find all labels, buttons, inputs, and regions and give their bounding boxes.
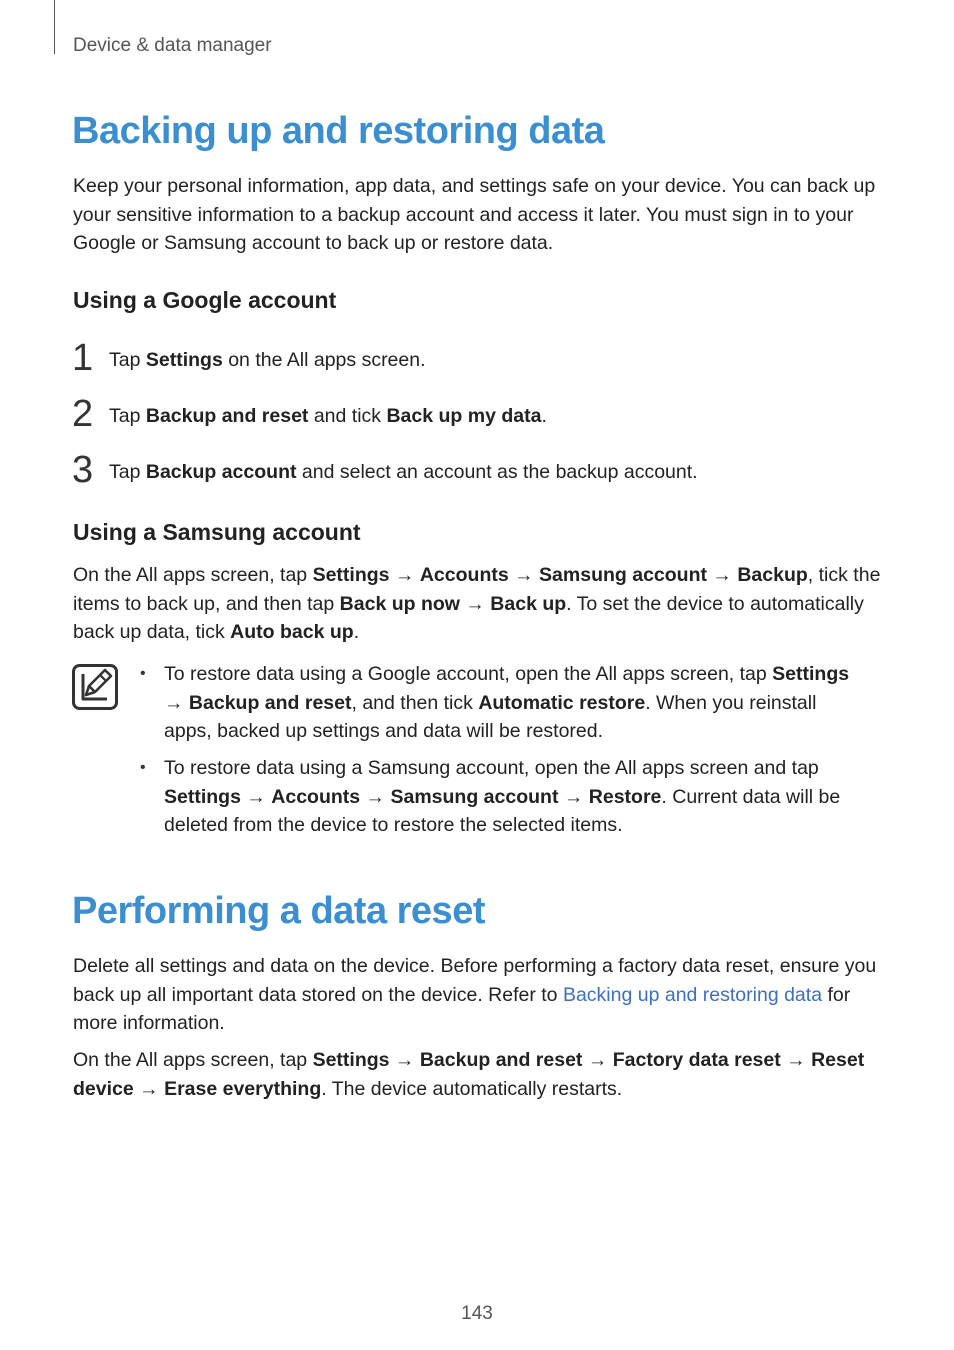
backup-intro-paragraph: Keep your personal information, app data, and settings safe on your device. You can back up your sensitive information to a backup account and access it later. You must sign in to your Google or Samsung account to back up or restore data. (73, 175, 876, 255)
step-number: 2 (72, 393, 94, 435)
section-title-backup: Backing up and restoring data (72, 110, 605, 152)
step-number: 3 (72, 449, 94, 491)
heading-samsung-account: Using a Samsung account (73, 519, 361, 545)
note-bullet-google: • To restore data using a Google account, open the All apps screen, tap Settings → Backup and reset, and then tick Automatic restore. When you reinstall apps, backed up settings and data will be restored. (164, 660, 864, 746)
bullet-dot: • (140, 759, 146, 776)
step-text: Tap Backup and reset and tick Back up my data. (109, 405, 547, 427)
backup-restore-link[interactable]: Backing up and restoring data (562, 983, 823, 1006)
step-number: 1 (72, 337, 94, 379)
reset-steps-paragraph: On the All apps screen, tap Settings → Backup and reset → Factory data reset → Reset device → Erase everything. The device automatically restarts. (73, 1049, 865, 1100)
side-rule (54, 0, 55, 54)
bullet-dot: • (140, 665, 146, 682)
page-number: 143 (461, 1303, 493, 1324)
samsung-backup-paragraph: On the All apps screen, tap Settings → Accounts → Samsung account → Backup, tick the items to back up, and then tap Back up now → Back up. To set the device to automatically back up data, tick Auto back up. (73, 564, 881, 644)
heading-google-account: Using a Google account (73, 287, 337, 313)
step-text: Tap Settings on the All apps screen. (109, 349, 426, 371)
note-icon (72, 664, 118, 710)
reset-intro-paragraph: Delete all settings and data on the device. Before performing a factory data reset, ensure you back up all important data stored on the device. Refer to Backing up and restoring data for more information. (73, 955, 877, 1035)
note-bullet-samsung: • To restore data using a Samsung account, open the All apps screen and tap Settings → Accounts → Samsung account → Restore. Current data will be deleted from the device to restore the selected items. (164, 754, 864, 840)
section-title-reset: Performing a data reset (72, 890, 485, 932)
step-text: Tap Backup account and select an account as the backup account. (109, 461, 698, 483)
section-header: Device & data manager (73, 35, 272, 56)
